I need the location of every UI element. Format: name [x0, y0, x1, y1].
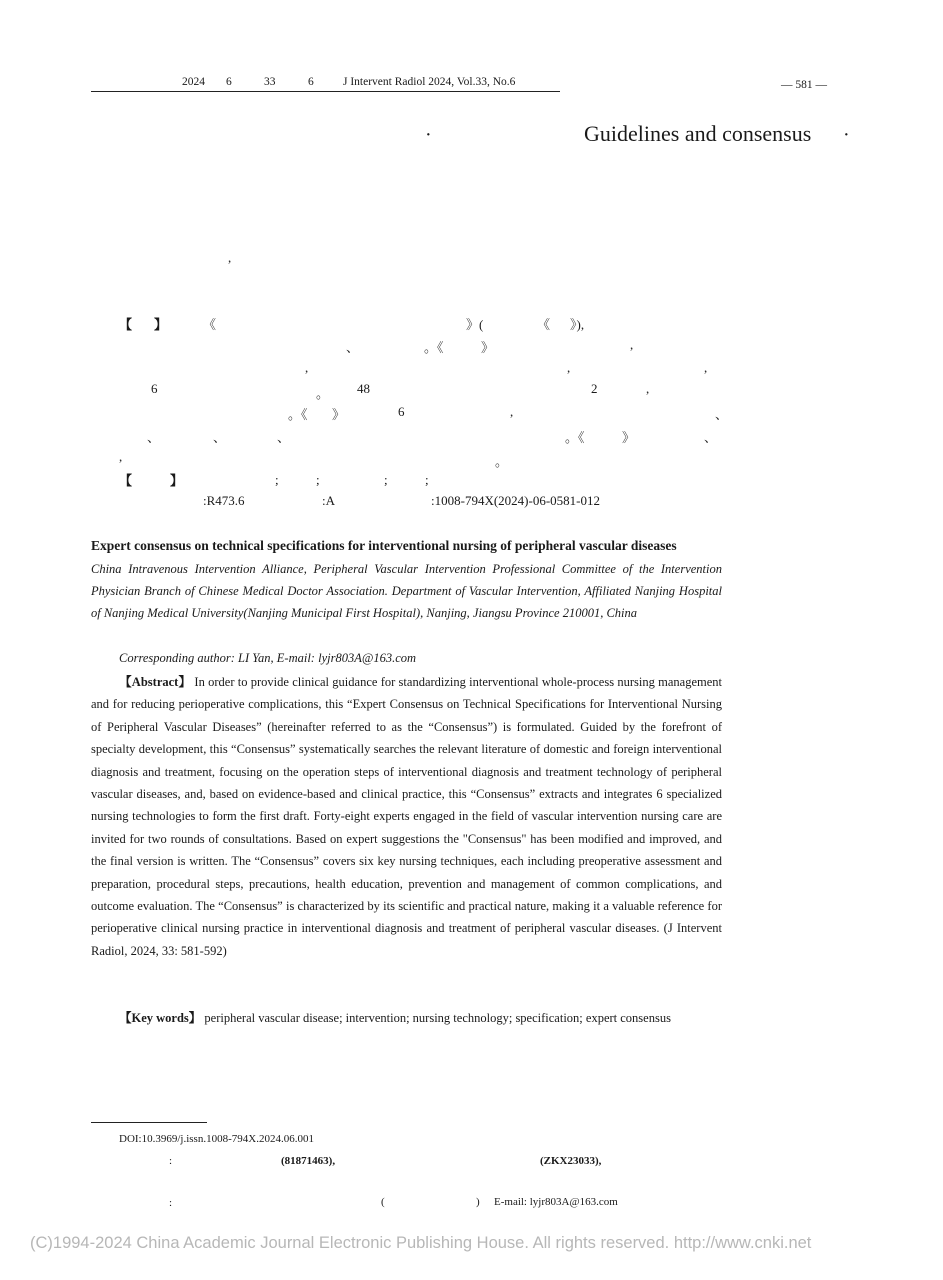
cn-abstract-bracket-close: 】 [154, 317, 168, 332]
cn-keywords-bracket-close: 】 [170, 473, 184, 488]
fund-number-a: (81871463), [281, 1155, 336, 1167]
cn-fragment: 48 [357, 381, 370, 396]
header-year: 2024 [182, 76, 205, 88]
section-dot-left: · [425, 124, 432, 146]
cn-fragment: 》 [622, 430, 636, 445]
cn-fragment: , [119, 449, 123, 464]
header-volume: 33 [264, 76, 276, 88]
cn-fragment: 》), [570, 317, 585, 332]
cn-keyword-sep: ; [384, 472, 388, 487]
cn-fragment: , [704, 360, 708, 375]
author-comma: , [228, 250, 232, 265]
english-abstract [91, 671, 722, 962]
fund-colon: : [169, 1155, 173, 1167]
corr-colon: : [169, 1197, 173, 1209]
fund-number-b: (ZKX23033), [540, 1155, 602, 1167]
cn-fragment: , [567, 360, 571, 375]
section-dot-right: · [843, 124, 850, 146]
cn-keywords-bracket-open: 【 [119, 473, 133, 488]
english-title: Expert consensus on technical specifications for interventional nursing of peripheral vascular diseases [91, 538, 677, 553]
cn-fragment: 、 [346, 340, 360, 355]
cn-fragment: 。 [316, 386, 330, 401]
cn-fragment: 、 [213, 430, 227, 445]
english-keywords [91, 1007, 722, 1029]
cn-fragment: 》( [466, 317, 484, 332]
cn-fragment: 》 [332, 407, 346, 422]
cn-fragment: , [646, 381, 650, 396]
cn-fragment: , [305, 360, 309, 375]
english-affiliation: China Intravenous Intervention Alliance, Peripheral Vascular Intervention Professional Committee of the Intervention Physician Branch of Chinese Medical Doctor Association. Department of Vascular Intervention, Affiliated Nanjing Hospital of Nanjing Medical University(Nanjing Municipal First Hospital), Nanjing, Jiangsu Province 210001, China [91, 562, 722, 620]
cn-keyword-sep: ; [275, 472, 279, 487]
cn-fragment: 、 [277, 430, 291, 445]
header-issue: 6 [308, 76, 314, 88]
header-journal-citation: J Intervent Radiol 2024, Vol.33, No.6 [343, 76, 516, 88]
keywords-text: peripheral vascular disease; intervention; nursing technology; specification; expert consensus [204, 1011, 671, 1025]
cn-fragment: 。《 [288, 407, 308, 422]
cn-fragment: 《 [203, 317, 217, 332]
page-number: — 581 — [781, 79, 827, 91]
doi: DOI:10.3969/j.issn.1008-794X.2024.06.001 [119, 1133, 314, 1145]
copyright-watermark: (C)1994-2024 China Academic Journal Electronic Publishing House. All rights reserved. http://www.cnki.net [30, 1234, 812, 1252]
cn-fragment: 。 [495, 454, 509, 469]
corr-paren-open: ( [381, 1196, 385, 1208]
cn-fragment: 2 [591, 381, 598, 396]
abstract-label: 【Abstract】 [119, 675, 192, 689]
cn-keyword-sep: ; [316, 472, 320, 487]
cn-fragment: 》 [481, 340, 495, 355]
cn-keyword-sep: ; [425, 472, 429, 487]
cn-fragment: 、 [704, 430, 718, 445]
corresponding-author: Corresponding author: LI Yan, E-mail: lyjr803A@163.com [119, 651, 417, 665]
document-code: :A [322, 493, 335, 508]
cn-fragment: 、 [715, 407, 729, 422]
abstract-text: In order to provide clinical guidance for standardizing interventional whole-process nursing management and for reducing perioperative complications, this “Expert Consensus on Technical Specifications for Interventional Nursing of Peripheral Vascular Diseases” (hereinafter referred to as the “Consensus”) is formulated. Guided by the forefront of specialty development, this “Consensus” systematically searches the relevant literature of domestic and foreign interventional diagnosis and treatment, focusing on the operation steps of interventional diagnosis and treatment technology of peripheral vascular diseases, and, based on evidence-based and clinical practice, this “Consensus” extracts and integrates 6 specialized nursing technologies to form the first draft. Forty-eight experts engaged in the field of vascular intervention nursing care are invited for two rounds of consultations. Based on expert suggestions the "Consensus" has been modified and improved, and the final version is written. The “Consensus” covers six key nursing techniques, each including preoperative assessment and preparation, procedural steps, precautions, health education, prevention and management of common complications, and outcome evaluation. The “Consensus” is characterized by its scientific and practical nature, making it a valuable reference for perioperative clinical nursing practice in interventional diagnosis and treatment of peripheral vascular diseases. (J Intervent Radiol, 2024, 33: 581-592) [91, 675, 722, 958]
article-id: :1008-794X(2024)-06-0581-012 [431, 493, 600, 508]
cn-fragment: , [630, 337, 634, 352]
cn-fragment: 6 [398, 404, 405, 419]
header-month: 6 [226, 76, 232, 88]
cn-abstract-bracket-open: 【 [119, 317, 133, 332]
cn-fragment: , [510, 404, 514, 419]
corr-email: E-mail: lyjr803A@163.com [494, 1196, 618, 1208]
footnote-rule [91, 1122, 207, 1123]
cn-fragment: 、 [147, 430, 161, 445]
cn-fragment: 6 [151, 381, 158, 396]
cn-fragment: 。《 [565, 430, 585, 445]
clc-number: :R473.6 [203, 493, 245, 508]
corr-paren-close: ) [476, 1196, 480, 1208]
section-label: Guidelines and consensus [584, 121, 812, 146]
cn-fragment: 。《 [424, 340, 444, 355]
keywords-label: 【Key words】 [119, 1011, 202, 1025]
header-rule [91, 91, 560, 92]
cn-fragment: 《 [537, 317, 551, 332]
